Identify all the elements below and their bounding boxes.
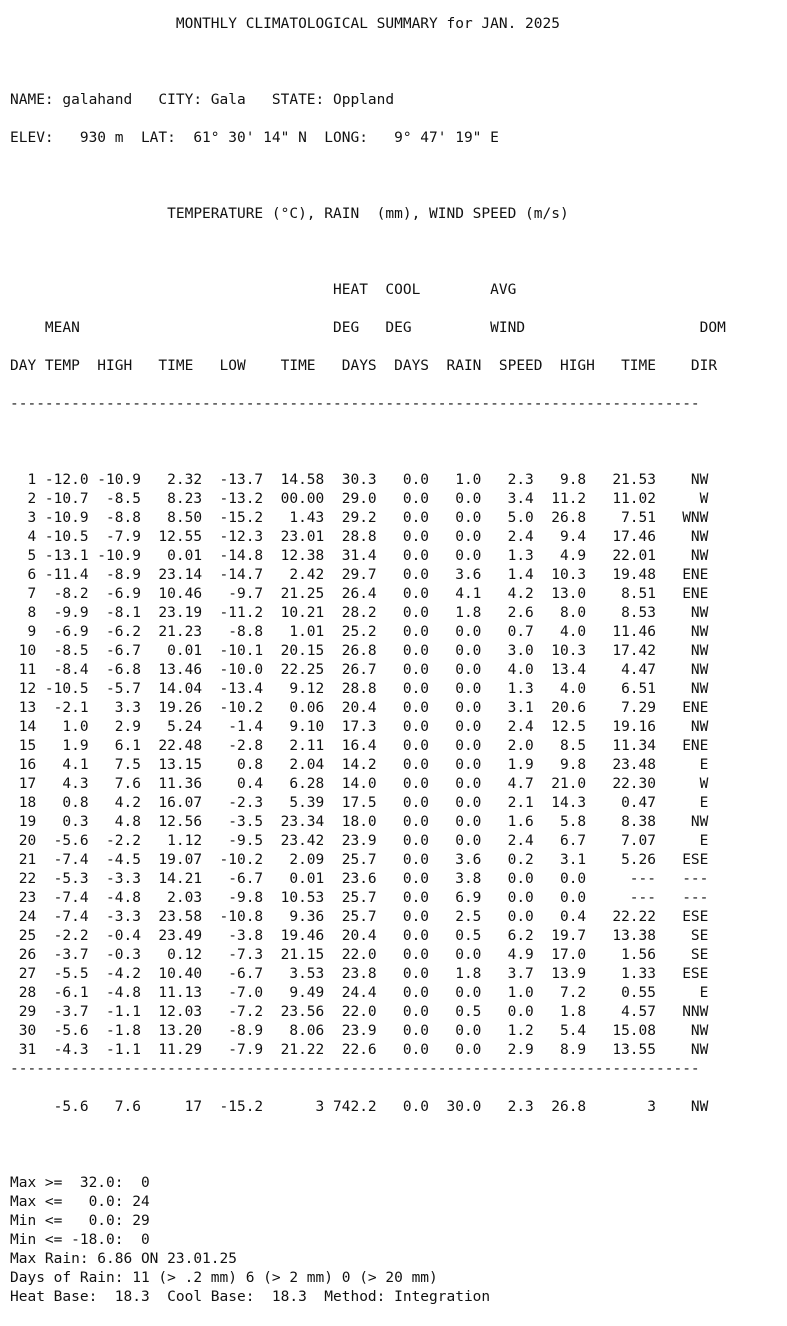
table-row: 22 -5.3 -3.3 14.21 -6.7 0.01 23.6 0.0 3.8 0.0 0.0 --- --- bbox=[10, 871, 709, 887]
footer-line: Min <= -18.0: 0 bbox=[10, 1232, 150, 1248]
summary-row: -5.6 7.6 17 -15.2 3 742.2 0.0 30.0 2.3 26.8 3 NW bbox=[10, 1099, 709, 1115]
table-row: 13 -2.1 3.3 19.26 -10.2 0.06 20.4 0.0 0.0 3.1 20.6 7.29 ENE bbox=[10, 700, 709, 716]
table-row: 27 -5.5 -4.2 10.40 -6.7 3.53 23.8 0.0 1.8 3.7 13.9 1.33 ESE bbox=[10, 966, 709, 982]
units-line: TEMPERATURE (°C), RAIN (mm), WIND SPEED (m/s) bbox=[10, 206, 569, 222]
table-row: 16 4.1 7.5 13.15 0.8 2.04 14.2 0.0 0.0 1.9 9.8 23.48 E bbox=[10, 757, 709, 773]
footer-stats bbox=[10, 1174, 726, 1307]
header-line-2: MEAN DEG DEG WIND DOM bbox=[10, 320, 726, 336]
table-row: 28 -6.1 -4.8 11.13 -7.0 9.49 24.4 0.0 0.0 1.0 7.2 0.55 E bbox=[10, 985, 709, 1001]
footer-line: Max >= 32.0: 0 bbox=[10, 1175, 150, 1191]
footer-line: Days of Rain: 11 (> .2 mm) 6 (> 2 mm) 0 (> 20 mm) bbox=[10, 1270, 438, 1286]
table-row: 29 -3.7 -1.1 12.03 -7.2 23.56 22.0 0.0 0.5 0.0 1.8 4.57 NNW bbox=[10, 1004, 709, 1020]
header-separator: ------------------------------------------------------------------------------- bbox=[10, 396, 700, 412]
table-row: 26 -3.7 -0.3 0.12 -7.3 21.15 22.0 0.0 0.0 4.9 17.0 1.56 SE bbox=[10, 947, 709, 963]
table-row: 6 -11.4 -8.9 23.14 -14.7 2.42 29.7 0.0 3.6 1.4 10.3 19.48 ENE bbox=[10, 567, 709, 583]
table-row: 10 -8.5 -6.7 0.01 -10.1 20.15 26.8 0.0 0.0 3.0 10.3 17.42 NW bbox=[10, 643, 709, 659]
table-row: 17 4.3 7.6 11.36 0.4 6.28 14.0 0.0 0.0 4.7 21.0 22.30 W bbox=[10, 776, 709, 792]
station-elev-line: ELEV: 930 m LAT: 61° 30' 14" N LONG: 9° 47' 19" E bbox=[10, 130, 499, 146]
footer-line: Max <= 0.0: 24 bbox=[10, 1194, 150, 1210]
table-row: 5 -13.1 -10.9 0.01 -14.8 12.38 31.4 0.0 0.0 1.3 4.9 22.01 NW bbox=[10, 548, 709, 564]
table-row: 8 -9.9 -8.1 23.19 -11.2 10.21 28.2 0.0 1.8 2.6 8.0 8.53 NW bbox=[10, 605, 709, 621]
table-row: 7 -8.2 -6.9 10.46 -9.7 21.25 26.4 0.0 4.1 4.2 13.0 8.51 ENE bbox=[10, 586, 709, 602]
table-row: 15 1.9 6.1 22.48 -2.8 2.11 16.4 0.0 0.0 2.0 8.5 11.34 ENE bbox=[10, 738, 709, 754]
table-row: 25 -2.2 -0.4 23.49 -3.8 19.46 20.4 0.0 0.5 6.2 19.7 13.38 SE bbox=[10, 928, 709, 944]
table-row: 21 -7.4 -4.5 19.07 -10.2 2.09 25.7 0.0 3.6 0.2 3.1 5.26 ESE bbox=[10, 852, 709, 868]
table-row: 19 0.3 4.8 12.56 -3.5 23.34 18.0 0.0 0.0 1.6 5.8 8.38 NW bbox=[10, 814, 709, 830]
header-line-3: DAY TEMP HIGH TIME LOW TIME DAYS DAYS RAIN SPEED HIGH TIME DIR bbox=[10, 358, 718, 374]
table-row: 3 -10.9 -8.8 8.50 -15.2 1.43 29.2 0.0 0.0 5.0 26.8 7.51 WNW bbox=[10, 510, 709, 526]
table-row: 24 -7.4 -3.3 23.58 -10.8 9.36 25.7 0.0 2.5 0.0 0.4 22.22 ESE bbox=[10, 909, 709, 925]
header-line-1: HEAT COOL AVG bbox=[10, 282, 517, 298]
table-row: 11 -8.4 -6.8 13.46 -10.0 22.25 26.7 0.0 0.0 4.0 13.4 4.47 NW bbox=[10, 662, 709, 678]
table-row: 4 -10.5 -7.9 12.55 -12.3 23.01 28.8 0.0 0.0 2.4 9.4 17.46 NW bbox=[10, 529, 709, 545]
climate-summary-report bbox=[10, 15, 726, 1326]
table-row: 1 -12.0 -10.9 2.32 -13.7 14.58 30.3 0.0 1.0 2.3 9.8 21.53 NW bbox=[10, 472, 709, 488]
table-row: 18 0.8 4.2 16.07 -2.3 5.39 17.5 0.0 0.0 2.1 14.3 0.47 E bbox=[10, 795, 709, 811]
footer-line: Heat Base: 18.3 Cool Base: 18.3 Method: Integration bbox=[10, 1289, 491, 1305]
report-title: MONTHLY CLIMATOLOGICAL SUMMARY for JAN. 2025 bbox=[10, 16, 560, 32]
table-row: 31 -4.3 -1.1 11.29 -7.9 21.22 22.6 0.0 0.0 2.9 8.9 13.55 NW bbox=[10, 1042, 709, 1058]
table-row: 2 -10.7 -8.5 8.23 -13.2 00.00 29.0 0.0 0.0 3.4 11.2 11.02 W bbox=[10, 491, 709, 507]
footer-separator: ------------------------------------------------------------------------------- bbox=[10, 1061, 700, 1077]
table-row: 9 -6.9 -6.2 21.23 -8.8 1.01 25.2 0.0 0.0 0.7 4.0 11.46 NW bbox=[10, 624, 709, 640]
daily-rows bbox=[10, 471, 726, 1060]
table-row: 23 -7.4 -4.8 2.03 -9.8 10.53 25.7 0.0 6.9 0.0 0.0 --- --- bbox=[10, 890, 709, 906]
station-name-line: NAME: galahand CITY: Gala STATE: Oppland bbox=[10, 92, 395, 108]
table-row: 30 -5.6 -1.8 13.20 -8.9 8.06 23.9 0.0 0.0 1.2 5.4 15.08 NW bbox=[10, 1023, 709, 1039]
table-row: 20 -5.6 -2.2 1.12 -9.5 23.42 23.9 0.0 0.0 2.4 6.7 7.07 E bbox=[10, 833, 709, 849]
table-row: 12 -10.5 -5.7 14.04 -13.4 9.12 28.8 0.0 0.0 1.3 4.0 6.51 NW bbox=[10, 681, 709, 697]
footer-line: Max Rain: 6.86 ON 23.01.25 bbox=[10, 1251, 237, 1267]
footer-line: Min <= 0.0: 29 bbox=[10, 1213, 150, 1229]
table-row: 14 1.0 2.9 5.24 -1.4 9.10 17.3 0.0 0.0 2.4 12.5 19.16 NW bbox=[10, 719, 709, 735]
